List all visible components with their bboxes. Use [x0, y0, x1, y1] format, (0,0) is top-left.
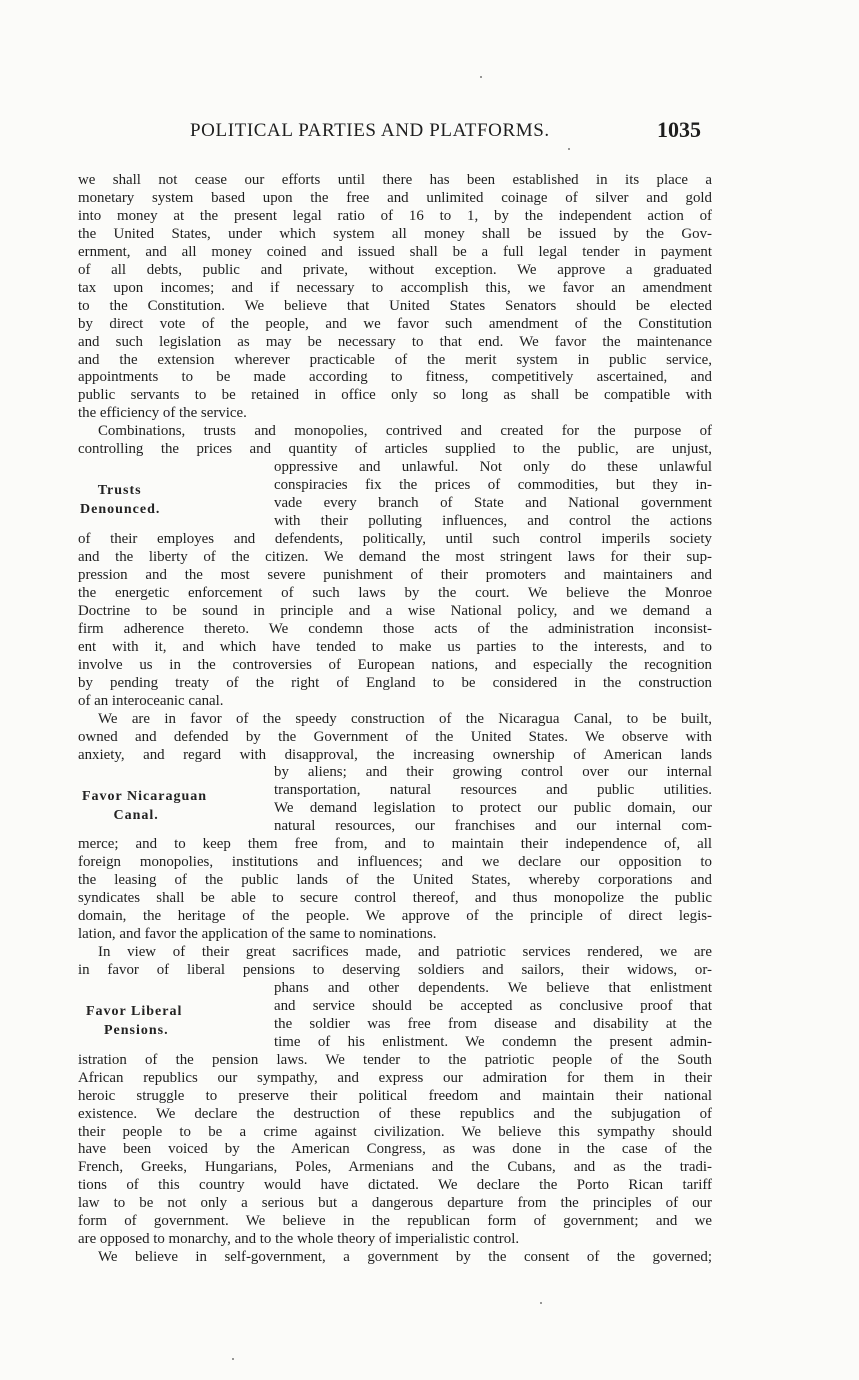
text-line: in favor of liberal pensions to deserving soldiers and sailors, their widows, or- [78, 961, 712, 978]
text-line: with their polluting influences, and control the actions [274, 513, 712, 530]
print-speck [540, 1302, 542, 1304]
text-line: French, Greeks, Hungarians, Poles, Armenians and the Cubans, and as the tradi- [78, 1159, 712, 1176]
text-line: of all debts, public and private, without exception. We approve a graduated [78, 261, 712, 278]
text-line: tions of this country would have dictated. We declare the Porto Rican tariff [78, 1177, 712, 1194]
text-line: by direct vote of the people, and we favor such amendment of the Constitution [78, 315, 712, 332]
text-line: We are in favor of the speedy construction of the Nicaragua Canal, to be built, [98, 710, 712, 727]
text-line: domain, the heritage of the people. We approve of the principle of direct legis- [78, 908, 712, 925]
text-line: transportation, natural resources and public utilities. [274, 782, 712, 799]
paragraph-trusts [78, 423, 712, 710]
text-line: anxiety, and regard with disapproval, the increasing ownership of American lands [78, 746, 712, 763]
text-line: merce; and to keep them free from, and to maintain their independence of, all [78, 836, 712, 853]
text-line: time of his enlistment. We condemn the present admin- [274, 1033, 712, 1050]
text-line: we shall not cease our efforts until there has been established in its place a [78, 172, 712, 188]
text-line: the soldier was free from disease and disability at the [274, 1015, 712, 1032]
text-line: the efficiency of the service. [78, 405, 247, 422]
text-line: ernment, and all money coined and issued shall be a full legal tender in payment [78, 243, 712, 260]
text-line: into money at the present legal ratio of 16 to 1, by the independent action of [78, 207, 712, 224]
print-speck [480, 76, 482, 78]
text-line: istration of the pension laws. We tender to the patriotic people of the South [78, 1051, 712, 1068]
text-line: tax upon incomes; and if necessary to accomplish this, we favor an amendment [78, 279, 712, 296]
sidenote-favor-nicaraguan-canal: Favor Nicaraguan Canal. [82, 789, 208, 823]
text-line: pression and the most severe punishment of their promoters and maintainers and [78, 566, 712, 583]
text-line: to the Constitution. We believe that United States Senators should be elected [78, 297, 712, 314]
paragraph-canal [78, 711, 712, 944]
paragraph-self-government [78, 1249, 712, 1267]
text-line: We believe in self-government, a government by the consent of the governed; [98, 1249, 712, 1266]
sidenote-favor-liberal-pensions: Favor Liberal Pensions. [86, 1004, 183, 1038]
text-line: heroic struggle to preserve their political freedom and maintain their national [78, 1087, 712, 1104]
text-line: form of government. We believe in the republican form of government; and we [78, 1213, 712, 1230]
running-head [0, 117, 859, 148]
text-line: by pending treaty of the right of England to be considered in the construction [78, 674, 712, 691]
text-line: phans and other dependents. We believe that enlistment [274, 979, 712, 996]
text-line: public servants to be retained in office only so long as shall be compatible with [78, 387, 712, 404]
text-line: of an interoceanic canal. [78, 692, 224, 709]
text-line: foreign monopolies, institutions and influences; and we declare our opposition to [78, 854, 712, 871]
text-line: Doctrine to be sound in principle and a wise National policy, and we demand a [78, 602, 712, 619]
text-line: oppressive and unlawful. Not only do these unlawful [274, 459, 712, 476]
text-line: owned and defended by the Government of the United States. We observe with [78, 728, 712, 745]
text-line: controlling the prices and quantity of articles supplied to the public, are unjust, [78, 441, 712, 458]
text-line: natural resources, our franchises and our internal com- [274, 818, 712, 835]
text-line: We demand legislation to protect our public domain, our [274, 800, 712, 817]
text-line: lation, and favor the application of the same to nominations. [78, 926, 437, 943]
text-line: have been voiced by the American Congress, as was done in the case of the [78, 1141, 712, 1158]
text-line: of their employes and defendents, politically, until such control imperils society [78, 531, 712, 548]
page-number: 1035 [657, 117, 701, 142]
text-line: African republics our sympathy, and express our admiration for them in their [78, 1069, 712, 1086]
text-line: appointments to be made according to fitness, competitively ascertained, and [78, 369, 712, 386]
print-speck [568, 148, 570, 150]
text-line: the leasing of the public lands of the United States, whereby corporations and [78, 872, 712, 889]
text-line: and the extension wherever practicable of the merit system in public service, [78, 351, 712, 368]
text-line: conspiracies fix the prices of commodities, but they in- [274, 477, 712, 494]
text-line: the United States, under which system all money shall be issued by the Gov- [78, 225, 712, 242]
sidenote-trusts-denounced: Trusts Denounced. [80, 483, 161, 517]
text-line: In view of their great sacrifices made, and patriotic services rendered, we are [98, 943, 712, 960]
print-speck [232, 1358, 234, 1360]
text-line: existence. We declare the destruction of these republics and the subjugation of [78, 1105, 712, 1122]
text-line: are opposed to monarchy, and to the whole theory of imperialistic control. [78, 1231, 520, 1248]
text-line: monetary system based upon the free and unlimited coinage of silver and gold [78, 189, 712, 206]
body-text [78, 172, 712, 1267]
text-line: ent with it, and which have tended to make us parties to the interests, and to [78, 638, 712, 655]
text-line: involve us in the controversies of European nations, and especially the recognition [78, 656, 712, 673]
text-line: by aliens; and their growing control over our internal [274, 764, 712, 781]
text-line: their people to be a crime against civilization. We believe this sympathy should [78, 1123, 712, 1140]
paragraph-pensions [78, 944, 712, 1249]
text-line: Combinations, trusts and monopolies, contrived and created for the purpose of [98, 423, 712, 440]
text-line: and such legislation as may be necessary to that end. We favor the maintenance [78, 333, 712, 350]
text-line: law to be not only a serious but a dangerous departure from the principles of our [78, 1195, 712, 1212]
text-line: firm adherence thereto. We condemn those acts of the administration inconsist- [78, 620, 712, 637]
text-line: and the liberty of the citizen. We demand the most stringent laws for their sup- [78, 549, 712, 566]
page-title: POLITICAL PARTIES AND PLATFORMS. [190, 120, 550, 141]
text-line: and service should be accepted as conclusive proof that [274, 997, 712, 1014]
text-line: the energetic enforcement of such laws by the court. We believe the Monroe [78, 584, 712, 601]
text-line: syndicates shall be able to secure control thereof, and thus monopolize the public [78, 890, 712, 907]
paragraph-monetary [78, 172, 712, 423]
text-line: vade every branch of State and National government [274, 495, 712, 512]
